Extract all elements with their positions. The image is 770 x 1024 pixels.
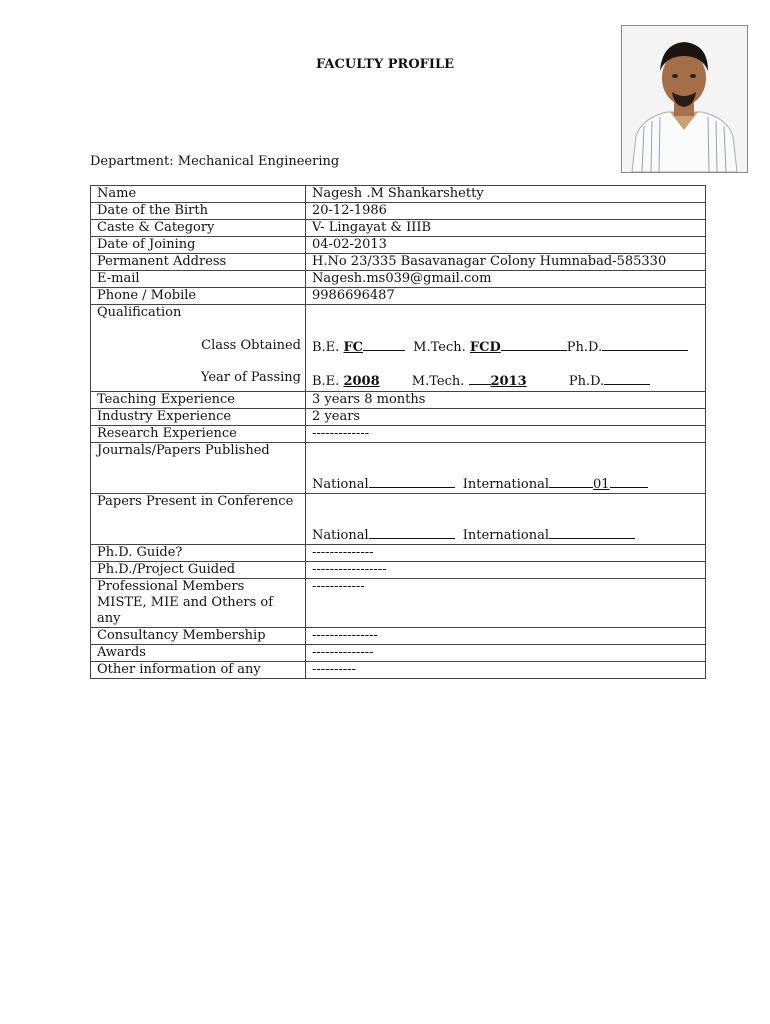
teaching-label: Teaching Experience bbox=[91, 392, 306, 409]
guided-value: ----------------- bbox=[306, 562, 706, 579]
teaching-value: 3 years 8 months bbox=[306, 392, 706, 409]
industry-value: 2 years bbox=[306, 409, 706, 426]
phd-prefix: Ph.D. bbox=[566, 340, 603, 355]
awards-value: -------------- bbox=[306, 645, 706, 662]
blank-line bbox=[549, 475, 593, 488]
qualification-label: Qualification bbox=[97, 305, 182, 320]
table-row bbox=[91, 392, 706, 409]
table-row bbox=[91, 220, 706, 237]
awards-label: Awards bbox=[91, 645, 306, 662]
table-row bbox=[91, 305, 706, 392]
blank-line bbox=[363, 338, 405, 351]
guided-label: Ph.D./Project Guided bbox=[91, 562, 306, 579]
caste-label: Caste & Category bbox=[91, 220, 306, 237]
blank-line bbox=[549, 526, 635, 539]
blank-line bbox=[369, 475, 455, 488]
year-passing-line bbox=[312, 372, 699, 390]
be-prefix: B.E. bbox=[312, 340, 340, 355]
doj-label: Date of Joining bbox=[91, 237, 306, 254]
consultancy-label: Consultancy Membership bbox=[91, 628, 306, 645]
address-value: H.No 23/335 Basavanagar Colony Humnabad-585330 bbox=[306, 254, 706, 271]
person-photo-icon bbox=[622, 26, 747, 172]
journals-international-label: International bbox=[462, 477, 550, 492]
journals-label: Journals/Papers Published bbox=[91, 443, 306, 494]
name-label: Name bbox=[91, 186, 306, 203]
blank-line bbox=[369, 526, 455, 539]
table-row bbox=[91, 545, 706, 562]
members-sublabel: MISTE, MIE and Others of any bbox=[97, 595, 274, 626]
qualification-values bbox=[306, 305, 706, 392]
research-label: Research Experience bbox=[91, 426, 306, 443]
conference-international-label: International bbox=[462, 528, 550, 543]
table-row bbox=[91, 645, 706, 662]
blank-line bbox=[501, 338, 567, 351]
table-row bbox=[91, 662, 706, 679]
table-row bbox=[91, 186, 706, 203]
mtech-prefix: M.Tech. bbox=[411, 374, 465, 389]
journals-international-count: 01 bbox=[593, 477, 610, 492]
blank-line bbox=[604, 372, 650, 385]
conference-label: Papers Present in Conference bbox=[91, 494, 306, 545]
profile-table bbox=[90, 185, 706, 679]
class-obtained-label: Class Obtained bbox=[201, 338, 301, 353]
journals-national-label: National bbox=[312, 477, 369, 492]
blank-line bbox=[469, 372, 491, 385]
dob-label: Date of the Birth bbox=[91, 203, 306, 220]
journals-values bbox=[306, 443, 706, 494]
name-value: Nagesh .M Shankarshetty bbox=[306, 186, 706, 203]
conference-national-label: National bbox=[312, 528, 369, 543]
consultancy-value: --------------- bbox=[306, 628, 706, 645]
table-row bbox=[91, 271, 706, 288]
other-label: Other information of any bbox=[91, 662, 306, 679]
industry-label: Industry Experience bbox=[91, 409, 306, 426]
qualification-cell bbox=[91, 305, 306, 392]
other-value: ---------- bbox=[306, 662, 706, 679]
members-label: Professional Members bbox=[97, 579, 245, 594]
mtech-year-value: 2013 bbox=[490, 374, 527, 389]
phd-guide-label: Ph.D. Guide? bbox=[91, 545, 306, 562]
blank-line bbox=[610, 475, 648, 488]
page-title: FACULTY PROFILE bbox=[315, 57, 455, 72]
class-obtained-line bbox=[312, 338, 699, 356]
mtech-prefix: M.Tech. bbox=[413, 340, 466, 355]
table-row bbox=[91, 426, 706, 443]
table-row bbox=[91, 203, 706, 220]
members-cell bbox=[91, 579, 306, 628]
table-row bbox=[91, 628, 706, 645]
table-row bbox=[91, 494, 706, 545]
profile-photo bbox=[621, 25, 748, 173]
department-line: Department: Mechanical Engineering bbox=[90, 154, 340, 169]
table-row bbox=[91, 443, 706, 494]
mtech-class-value: FCD bbox=[469, 340, 501, 355]
table-row bbox=[91, 288, 706, 305]
phone-label: Phone / Mobile bbox=[91, 288, 306, 305]
members-value: ------------ bbox=[306, 579, 706, 628]
caste-value: V- Lingayat & IIIB bbox=[306, 220, 706, 237]
table-row bbox=[91, 579, 706, 628]
year-passing-label: Year of Passing bbox=[200, 370, 301, 385]
conference-values bbox=[306, 494, 706, 545]
dob-value: 20-12-1986 bbox=[306, 203, 706, 220]
table-row bbox=[91, 237, 706, 254]
table-row bbox=[91, 409, 706, 426]
email-value: Nagesh.ms039@gmail.com bbox=[306, 271, 706, 288]
address-label: Permanent Address bbox=[91, 254, 306, 271]
doj-value: 04-02-2013 bbox=[306, 237, 706, 254]
table-row bbox=[91, 254, 706, 271]
research-value: ------------- bbox=[306, 426, 706, 443]
table-row bbox=[91, 562, 706, 579]
blank-line bbox=[602, 338, 688, 351]
be-prefix: B.E. bbox=[312, 374, 340, 389]
email-label: E-mail bbox=[91, 271, 306, 288]
phd-guide-value: -------------- bbox=[306, 545, 706, 562]
phone-value: 9986696487 bbox=[306, 288, 706, 305]
phd-prefix: Ph.D. bbox=[568, 374, 605, 389]
be-class-value: FC bbox=[343, 340, 364, 355]
be-year-value: 2008 bbox=[343, 374, 380, 389]
